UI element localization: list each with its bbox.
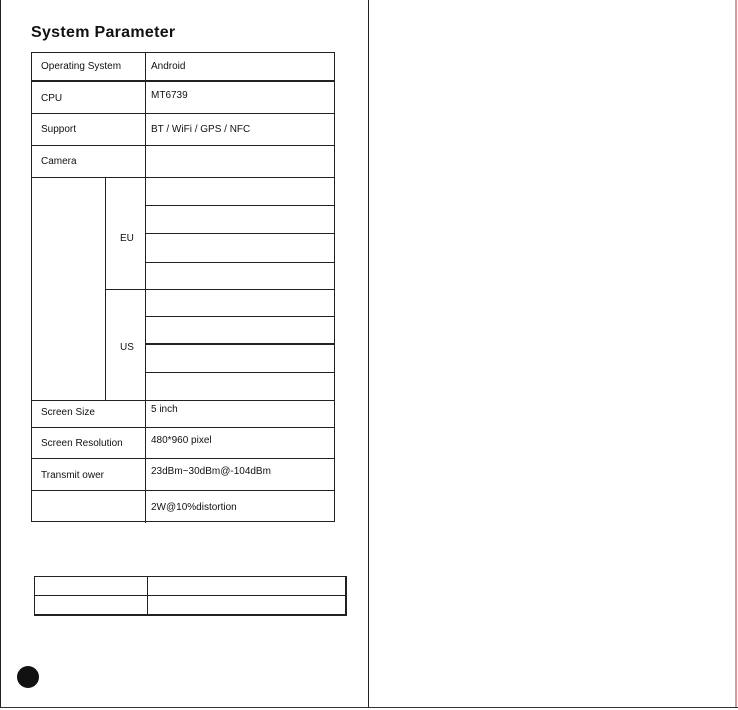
page-edge (735, 0, 737, 708)
band-row-divider (145, 233, 334, 234)
band-row-divider (145, 316, 334, 317)
speaker-value: 2W@10%distortion (151, 502, 237, 513)
col-divider (145, 53, 146, 177)
row-divider (32, 80, 334, 82)
eu-label: EU (120, 233, 134, 244)
right-page (369, 0, 735, 708)
row-divider (35, 595, 346, 596)
cpu-value: MT6739 (151, 90, 188, 101)
row-divider (32, 113, 334, 114)
camera-label: Camera (41, 156, 77, 167)
row-divider (32, 458, 334, 459)
row-divider (32, 400, 334, 401)
screen-resolution-value: 480*960 pixel (151, 435, 212, 446)
screen-size-label: Screen Size (41, 407, 95, 418)
row-divider (32, 145, 334, 146)
secondary-table (34, 576, 347, 616)
support-label: Support (41, 124, 77, 135)
spec-table (31, 52, 335, 522)
col-divider-lower (145, 177, 146, 523)
col-divider (147, 577, 148, 615)
cpu-label: CPU (41, 93, 63, 104)
band-row-divider (145, 205, 334, 206)
screen-resolution-label: Screen Resolution (41, 438, 123, 449)
transmit-power-value: 23dBm~30dBm@-104dBm (151, 466, 271, 477)
page-marker-dot (17, 666, 39, 688)
band-row-divider (145, 343, 334, 345)
os-value: Android (151, 61, 186, 72)
bottom-edge (0, 707, 738, 708)
us-label: US (120, 342, 134, 353)
screen-size-value: 5 inch (151, 404, 178, 415)
band-group-divider (105, 289, 334, 290)
left-page (0, 0, 369, 708)
band-row-divider (145, 372, 334, 373)
support-value: BT / WiFi / GPS / NFC (151, 124, 251, 135)
band-row-divider (145, 262, 334, 263)
row-divider (32, 427, 334, 428)
row-divider (32, 490, 334, 491)
page-title: System Parameter (31, 24, 176, 41)
os-label: Operating System (41, 61, 122, 72)
transmit-power-label: Transmit ower (41, 470, 104, 481)
row-divider (32, 177, 334, 178)
